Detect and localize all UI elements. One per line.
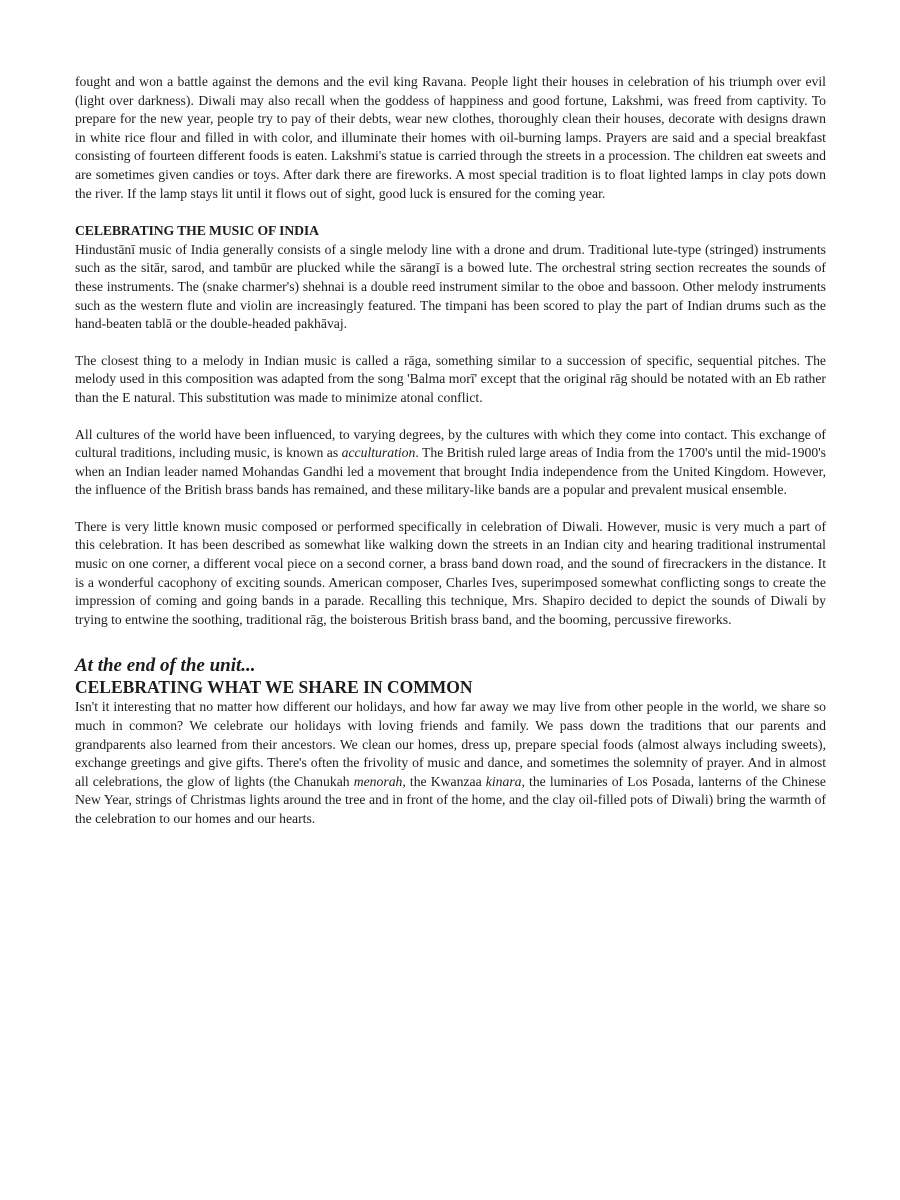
music-paragraph-2: The closest thing to a melody in Indian music is called a rāga, something similar to a succession of specific, sequential pitches. The melody used in this composition was adapted from the song 'Balma morī' except that the original rāg should be notated with an Eb rather than the E natural. This substitution was made to minimize atonal conflict. [75,352,826,405]
section-heading-music: CELEBRATING THE MUSIC OF INDIA [75,223,319,239]
share-text-a: Isn't it interesting that no matter how different our holidays, and how far away we may live from other people in the world, we share so much in common? We celebrate our holidays with loving friends and family. We pass down the traditions that our parents and grandparents also learned from their ancestors. We clean our homes, dress up, prepare special foods (almost always including sweets), exchange greetings and give gifts. There's often the frivolity of music and dance, and sometimes the solemnity of prayer. And in almost all celebrations, the glow of lights (the Chanukah [75,699,826,789]
share-text-b: , the Kwanzaa [402,773,486,789]
intro-paragraph: fought and won a battle against the demons and the evil king Ravana. People light their houses in celebration of his triumph over evil (light over darkness). Diwali may also recall when the goddess of happiness and good fortune, Lakshmi, was freed from captivity. To prepare for the new year, people try to pay of their debts, wear new clothes, thoroughly clean their houses, decorate with designs drawn in white rice flour and filled in with color, and illuminate their homes with oil-burning lamps. Prayers are said and a special breakfast consisting of fourteen different foods is eaten. Lakshmi's statue is carried through the streets in a procession. The children eat sweets and are sometimes given candies or toys. After dark there are fireworks. A most special tradition is to float lighted lamps in clay pots down the river. If the lamp stays lit until it flows out of sight, good luck is ensured for the coming year. [75,74,826,201]
music-paragraph-1: Hindustānī music of India generally consists of a single melody line with a drone and drum. Traditional lute-type (stringed) instruments such as the sitār, sarod, and tambūr are plucked while the sārangī is a bowed lute. The orchestral string section recreates the sounds of these instruments. The (snake charmer's) shehnai is a double reed instrument similar to the oboe and bassoon. Other melody instruments such as the western flute and violin are increasingly featured. The timpani has been scored to play the part of Indian drums such as the hand-beaten tablā or the double-headed pakhāvaj. [75,241,826,332]
p3-text-before: All cultures of the world have been influenced, to varying degrees, by the cultures with which they come into contact. This exchange of cultural traditions, including music, is known as [75,426,826,461]
share-paragraph [75,698,826,828]
p3-text-after: . The British ruled large areas of India from the 1700's until the mid-1900's when an Indian leader named Mohandas Gandhi led a movement that brought India independence from the United Kingdom. However, the influence of the British brass bands has remained, and these military-like bands are a popular and prevalent musical ensemble. [75,445,826,498]
section-heading-share: CELEBRATING WHAT WE SHARE IN COMMON [75,677,473,698]
term-menorah: menorah [353,773,403,789]
music-paragraph-3 [75,426,826,500]
term-kinara: kinara [485,773,522,789]
unit-end-subheading: At the end of the unit... [75,655,256,677]
p3-term-acculturation: acculturation [341,445,416,461]
music-paragraph-4: There is very little known music composed or performed specifically in celebration of Diwali. However, music is very much a part of this celebration. It has been described as somewhat like walking down the streets in an Indian city and hearing traditional instrumental music on one corner, a different vocal piece on a second corner, a brass band down road, and the sound of firecrackers in the distance. It is a wonderful cacophony of exciting sounds. American composer, Charles Ives, superimposed somewhat conflicting songs to create the impression of coming and going bands in a parade. Recalling this technique, Mrs. Shapiro decided to depict the sounds of Diwali by trying to entwine the soothing, traditional rāg, the boisterous British brass band, and the booming, percussive fireworks. [75,518,826,627]
document-page [75,73,826,829]
share-text-c: , the luminaries of Los Posada, lanterns of the Chinese New Year, strings of Christmas lights around the tree and in front of the home, and the clay oil-filled pots of Diwali) bring the warmth of the celebration to our homes and our hearts. [75,773,826,826]
